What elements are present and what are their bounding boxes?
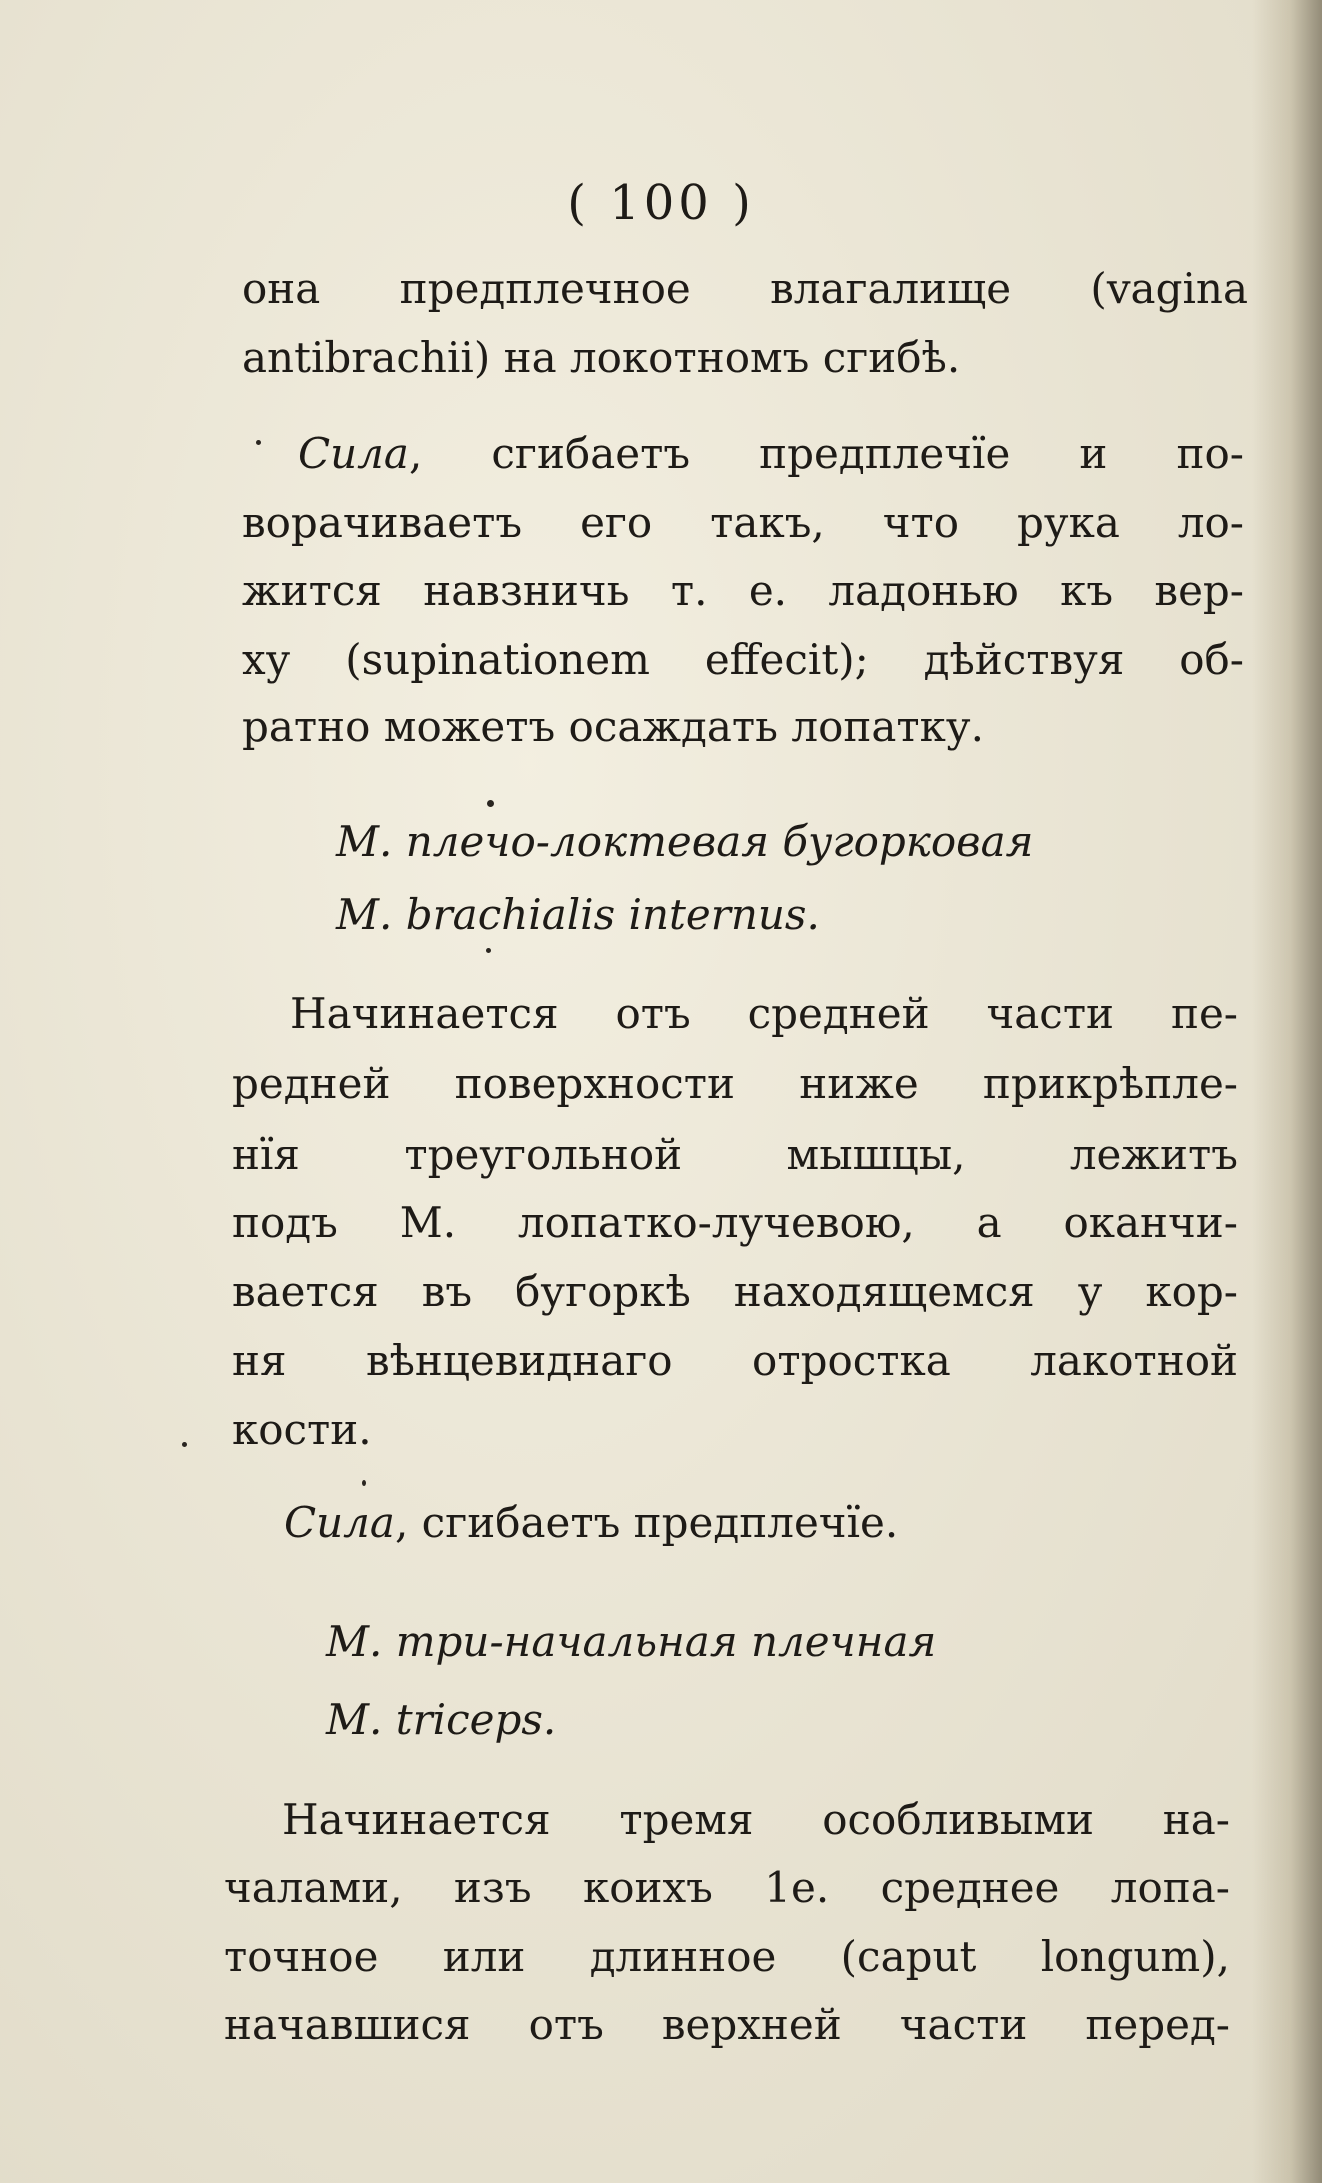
text-line: начавшися отъ верхней части перед-	[224, 2000, 1230, 2049]
text-line: точное или длинное (caput longum),	[224, 1932, 1230, 1981]
ink-speck	[486, 948, 491, 953]
text-line: подъ М. лопатко-лучевою, а оканчи-	[232, 1198, 1238, 1247]
text-line: кости.	[232, 1405, 372, 1454]
sila-label: Сила	[284, 1498, 395, 1547]
page-edge-shadow	[1252, 0, 1322, 2183]
text-line: ратно можетъ осаждать лопатку.	[242, 702, 984, 751]
ink-speck	[182, 1442, 187, 1447]
text-line: ня вѣнцевиднаго отростка лакотной	[232, 1336, 1238, 1385]
ink-speck	[256, 440, 261, 445]
muscle-heading-russian: М. плечо-локтевая бугорковая	[336, 817, 1034, 866]
sila-label: Сила	[298, 429, 409, 478]
text-line: нїя треугольной мышцы, лежитъ	[232, 1130, 1238, 1179]
text-line	[298, 429, 1244, 478]
text-line: ворачиваетъ его такъ, что рука ло-	[242, 498, 1244, 547]
text-span: , сгибаетъ предплечїе и по-	[408, 429, 1244, 478]
text-line: Начинается отъ средней части пе-	[290, 989, 1238, 1038]
muscle-heading-latin: M. triceps.	[326, 1695, 557, 1744]
text-line: Начинается тремя особливыми на-	[282, 1795, 1230, 1844]
muscle-heading-russian: М. три-начальная плечная	[326, 1617, 937, 1666]
text-line: редней поверхности ниже прикрѣпле-	[232, 1059, 1238, 1108]
text-line: она предплечное влагалище (vagina	[242, 264, 1248, 313]
text-line: жится навзничь т. е. ладонью къ вер-	[242, 566, 1244, 615]
ink-speck	[362, 1480, 366, 1486]
text-line: чалами, изъ коихъ 1е. среднее лопа-	[224, 1863, 1230, 1912]
ink-speck	[487, 800, 494, 807]
text-line: ху (supinationem effecit); дѣйствуя об-	[242, 635, 1244, 684]
text-span: , сгибаетъ предплечїе.	[394, 1498, 899, 1547]
text-line: antibrachii) на локотномъ сгибѣ.	[242, 333, 961, 382]
muscle-heading-latin: M. brachialis internus.	[336, 890, 820, 939]
page-number: ( 100 )	[567, 175, 755, 231]
text-line	[284, 1498, 899, 1547]
text-line: вается въ бугоркѣ находящемся у кор-	[232, 1267, 1238, 1316]
